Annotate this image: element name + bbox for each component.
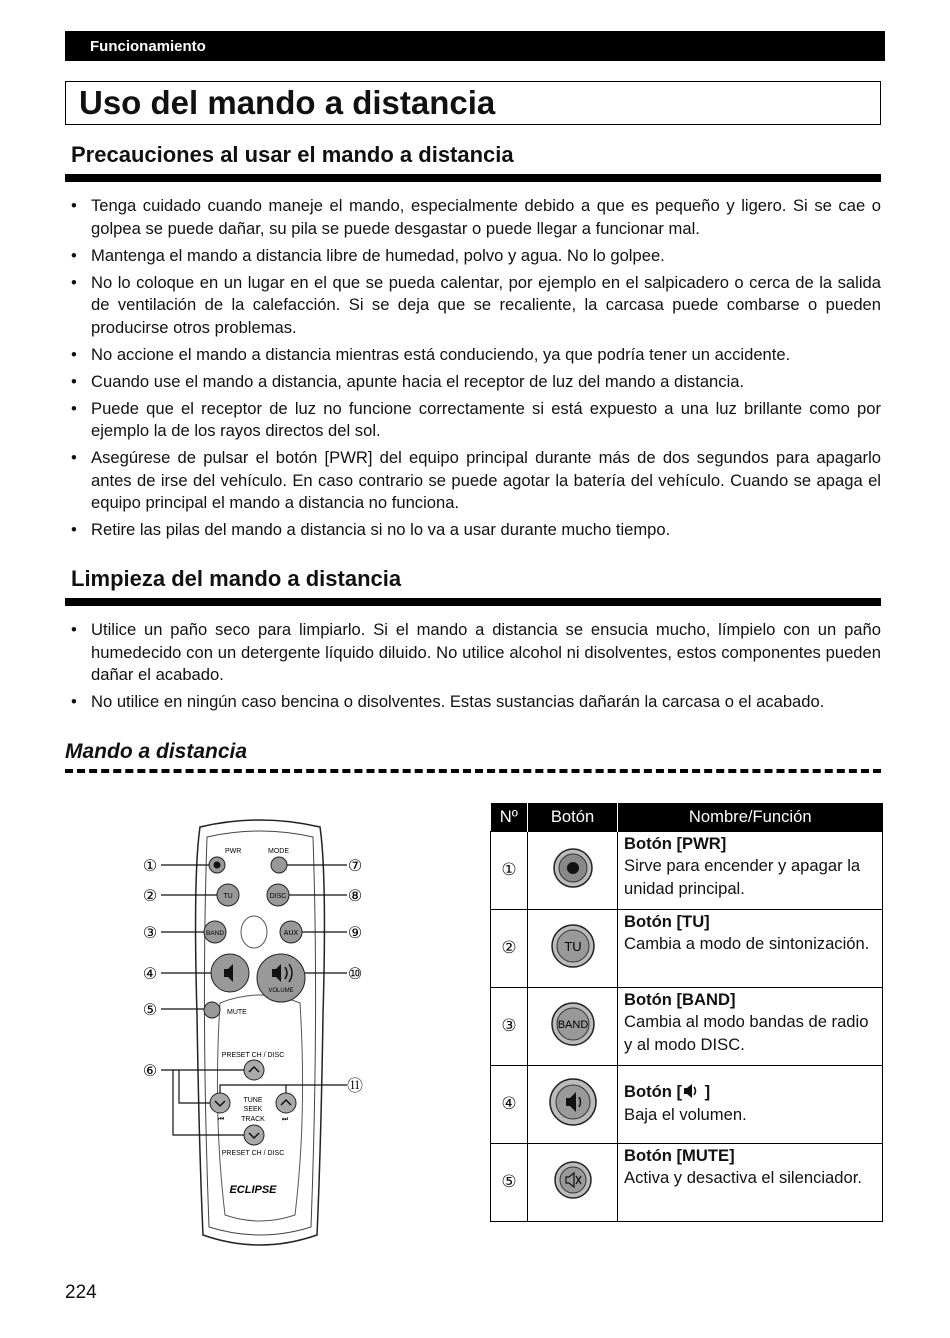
row-desc-cell (618, 1143, 883, 1221)
callout-1: ① (142, 858, 158, 875)
remote-body (196, 820, 325, 1245)
seek-label: SEEK (243, 1106, 263, 1113)
table-row (491, 1143, 883, 1221)
page-title: Uso del mando a distancia (65, 81, 881, 125)
mute-label: MUTE (227, 1009, 247, 1016)
row-button-cell (528, 1065, 618, 1143)
preset-up-button (244, 1060, 264, 1080)
pwr-label: PWR (225, 848, 242, 855)
speaker-icon (682, 1082, 700, 1100)
cleaning-rule (65, 598, 881, 606)
tu-icon-text: TU (563, 938, 582, 954)
page-number: 224 (65, 1282, 97, 1303)
button-name-prefix: Botón [ (624, 1082, 683, 1102)
power-button-icon (551, 846, 595, 890)
row-desc-cell (618, 831, 883, 909)
list-item: • Utilice un paño seco para limpiarlo. Si el mando a distancia se ensucia mucho, límpielo con un paño humedecido con un detergente líquido diluido. No utilice alcohol ni disolventes, estos componentes pueden dañar el acabado. (65, 619, 881, 687)
list-item: • No accione el mando a distancia mientras está conduciendo, ya que podría tener un accidente. (65, 344, 881, 367)
list-item: • No lo coloque en un lugar en el que se pueda calentar, por ejemplo en el salpicadero o cerca de la salida de ventilación de la calefacción. Si se deja que se recaliente, la carcasa puede combarse o pueden producirse otros problemas. (65, 272, 881, 340)
row-num: ④ (491, 1065, 528, 1143)
table-row (491, 1065, 883, 1143)
next-icon: ⏭ (281, 1116, 289, 1123)
row-desc-cell (618, 987, 883, 1065)
prev-icon: ⏮ (217, 1116, 225, 1123)
col-header-num: Nº (491, 803, 528, 831)
mute-button (204, 1002, 220, 1018)
callout-9: ⑨ (347, 925, 363, 942)
row-desc-cell (618, 1065, 883, 1143)
table-row (491, 909, 883, 987)
row-button-cell (528, 831, 618, 909)
volume-down-button-icon (548, 1077, 598, 1127)
list-item: • Cuando use el mando a distancia, apunte hacia el receptor de luz del mando a distancia. (65, 371, 881, 394)
callout-11: ⑪ (346, 1078, 364, 1095)
table-header-row (491, 803, 883, 831)
callout-4: ④ (142, 966, 158, 983)
tu-label: TU (223, 893, 233, 900)
section-header-bar (65, 31, 885, 61)
volume-label: VOLUME (268, 988, 294, 994)
remote-control-diagram (135, 815, 385, 1265)
ir-receiver (241, 916, 267, 948)
row-button-cell (528, 987, 618, 1065)
row-num: ⑤ (491, 1143, 528, 1221)
list-item: • Asegúrese de pulsar el botón [PWR] del equipo principal durante más de dos segundos para apagarlo antes de irse del vehículo. En caso contrario se puede agotar la batería del vehículo. Cuando se apaga el equipo principal el mando a distancia no funciona. (65, 447, 881, 515)
row-num: ③ (491, 987, 528, 1065)
list-item: • Retire las pilas del mando a distancia si no lo va a usar durante mucho tiempo. (65, 519, 881, 542)
mute-button-icon (553, 1160, 593, 1200)
band-label: BAND (205, 930, 225, 937)
list-item: • Puede que el receptor de luz no funcione correctamente si está expuesto a una luz brillante como por ejemplo la de los rayos directos del sol. (65, 398, 881, 443)
band-button-icon (549, 1000, 597, 1048)
precautions-rule (65, 174, 881, 182)
precautions-list (65, 195, 881, 546)
callout-5: ⑤ (142, 1002, 158, 1019)
callout-8: ⑧ (347, 888, 363, 905)
button-name: Botón [MUTE] (624, 1145, 735, 1165)
preset-down-button (244, 1125, 264, 1145)
col-header-function: Nombre/Función (618, 803, 883, 831)
button-name-suffix: ] (700, 1082, 711, 1102)
mode-button (271, 857, 287, 873)
callout-3: ③ (142, 925, 158, 942)
tu-button-icon (549, 922, 597, 970)
button-name: Botón [BAND] (624, 989, 736, 1009)
mode-label: MODE (268, 848, 289, 855)
button-desc: Activa y desactiva el silenciador. (624, 1168, 862, 1188)
button-function-table (490, 803, 883, 1222)
tune-up-button (276, 1093, 296, 1113)
cleaning-heading: Limpieza del mando a distancia (71, 566, 402, 591)
row-desc-cell (618, 909, 883, 987)
callout-7: ⑦ (347, 858, 363, 875)
list-item: • No utilice en ningún caso bencina o disolventes. Estas sustancias dañarán la carcasa o el acabado. (65, 691, 881, 714)
list-item: • Mantenga el mando a distancia libre de humedad, polvo y agua. No lo golpee. (65, 245, 881, 268)
list-item: • Tenga cuidado cuando maneje el mando, especialmente debido a que es pequeño y ligero. Si se cae o golpea se puede dañar, su pila se puede desgastar o puede llegar a funcionar mal. (65, 195, 881, 240)
button-desc: Sirve para encender y apagar la unidad principal. (624, 856, 861, 898)
tune-down-button (210, 1093, 230, 1113)
table-row (491, 987, 883, 1065)
col-header-button: Botón (528, 803, 618, 831)
disc-label: DISC (269, 893, 287, 900)
row-button-cell (528, 909, 618, 987)
callout-2: ② (142, 888, 158, 905)
eclipse-logo: ECLIPSE (229, 1184, 277, 1196)
table-row (491, 831, 883, 909)
button-desc: Cambia a modo de sintonización. (624, 934, 870, 954)
preset-top-label: PRESET CH / DISC (221, 1052, 285, 1059)
aux-label: AUX (283, 930, 299, 937)
button-desc: Cambia al modo bandas de radio y al modo DISC. (624, 1012, 869, 1054)
section-label: Funcionamiento (90, 38, 206, 55)
tune-label: TUNE (243, 1097, 263, 1104)
row-num: ① (491, 831, 528, 909)
row-num: ② (491, 909, 528, 987)
row-button-cell (528, 1143, 618, 1221)
remote-heading: Mando a distancia (65, 740, 248, 763)
precautions-heading: Precauciones al usar el mando a distancia (71, 142, 514, 167)
track-label: TRACK (241, 1116, 265, 1123)
band-icon-text: BAND (557, 1018, 588, 1031)
button-name (624, 1081, 876, 1104)
callout-6: ⑥ (142, 1063, 158, 1080)
button-name: Botón [PWR] (624, 833, 727, 853)
button-name: Botón [TU] (624, 911, 710, 931)
remote-dashed-rule (65, 769, 881, 773)
cleaning-list (65, 619, 881, 718)
callout-10: ⑩ (347, 966, 363, 983)
preset-bottom-label: PRESET CH / DISC (221, 1150, 285, 1157)
button-desc: Baja el volumen. (624, 1105, 747, 1124)
